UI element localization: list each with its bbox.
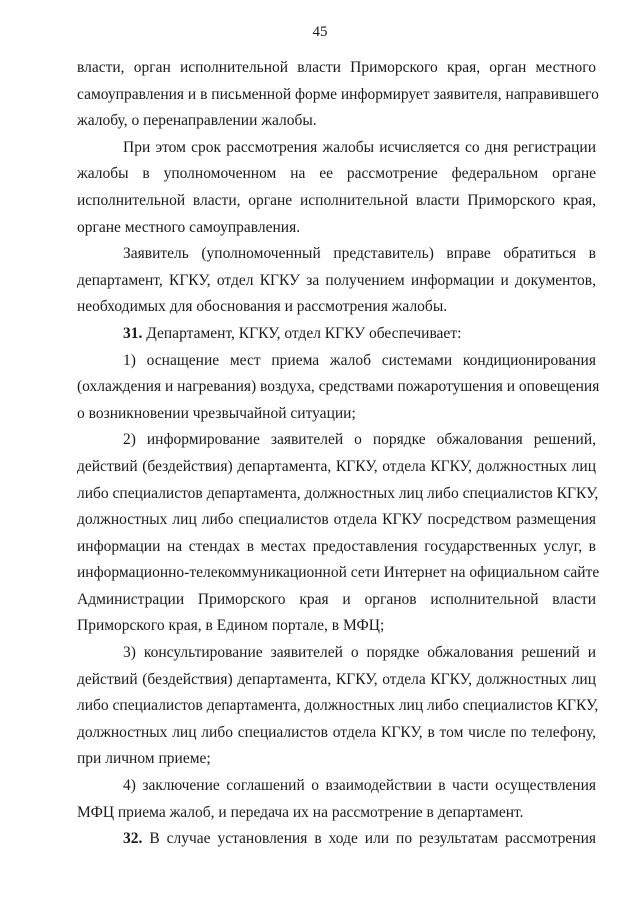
text-line <box>77 82 599 109</box>
text-line <box>77 534 596 561</box>
line-text: при личном приеме; <box>77 750 211 768</box>
text-line <box>77 401 596 428</box>
text-line <box>77 161 596 188</box>
line-text: информационно-телекоммуникационной сети Интернет на официальном сайте <box>77 564 600 582</box>
line-text: В случае установления в ходе или по результатам рассмотрения <box>142 830 596 848</box>
line-text: органе местного самоуправления. <box>77 218 301 236</box>
text-line <box>77 268 596 295</box>
text-line <box>77 773 596 800</box>
line-text: Департамент, КГКУ, отдел КГКУ обеспечивает: <box>142 324 462 342</box>
text-line <box>77 135 596 162</box>
text-line <box>77 374 600 401</box>
text-line <box>77 693 599 720</box>
line-text: либо специалистов департамента, должностных лиц либо специалистов КГКУ, <box>77 697 599 715</box>
line-text: Администрации Приморского края и органов исполнительной власти <box>77 590 596 608</box>
line-text: действий (бездействия) департамента, КГКУ, отдела КГКУ, должностных лиц <box>77 670 596 688</box>
text-line <box>77 241 596 268</box>
line-text: При этом срок рассмотрения жалобы исчисляется со дня регистрации <box>123 138 596 156</box>
text-line <box>77 640 596 667</box>
line-text: (охлаждения и нагревания) воздуха, средствами пожаротушения и оповещения <box>77 378 600 396</box>
line-text: МФЦ приема жалоб, и передача их на рассмотрение в департамент. <box>77 803 524 821</box>
line-text: необходимых для обоснования и рассмотрения жалобы. <box>77 298 448 316</box>
text-line <box>77 720 596 747</box>
text-line <box>77 826 596 853</box>
page-number: 45 <box>312 24 328 40</box>
line-text: должностных лиц либо специалистов отдела КГКУ, в том числе по телефону, <box>77 723 596 741</box>
line-text: жалобу, о перенаправлении жалобы. <box>77 112 317 130</box>
text-line <box>77 667 596 694</box>
line-text: 1) оснащение мест приема жалоб системами кондиционирования <box>123 351 596 369</box>
line-text: департамент, КГКУ, отдел КГКУ за получением информации и документов, <box>77 271 596 289</box>
text-line <box>77 55 596 82</box>
line-text: исполнительной власти, органе исполнительной власти Приморского края, <box>77 191 596 209</box>
line-text: 3) консультирование заявителей о порядке обжалования решений и <box>123 644 596 662</box>
text-line <box>77 481 599 508</box>
line-text: 2) информирование заявителей о порядке обжалования решений, <box>123 431 596 449</box>
line-text: Приморского края, в Едином портале, в МФЦ; <box>77 617 385 635</box>
line-text: жалобы в уполномоченном на ее рассмотрение федеральном органе <box>77 165 596 183</box>
line-text: должностных лиц либо специалистов отдела КГКУ посредством размещения <box>77 511 596 529</box>
text-line <box>77 454 596 481</box>
text-line <box>77 294 596 321</box>
text-line <box>77 560 600 587</box>
text-line <box>77 188 596 215</box>
text-line <box>77 108 596 135</box>
line-text: самоуправления и в письменной форме информирует заявителя, направившего <box>77 85 599 103</box>
clause-number: 31. <box>123 324 143 342</box>
clause-number: 32. <box>123 830 143 848</box>
line-text: информации на стендах в местах предоставления государственных услуг, в <box>77 537 596 555</box>
text-line <box>77 321 596 348</box>
line-text: либо специалистов департамента, должностных лиц либо специалистов КГКУ, <box>77 484 599 502</box>
text-line <box>77 800 596 827</box>
text-line <box>77 507 596 534</box>
text-line <box>77 215 596 242</box>
line-text: о возникновении чрезвычайной ситуации; <box>77 404 356 422</box>
text-line <box>77 746 596 773</box>
text-line <box>77 348 596 375</box>
text-line <box>77 427 596 454</box>
text-line <box>77 613 596 640</box>
document-body <box>77 55 600 853</box>
text-line <box>77 587 596 614</box>
line-text: действий (бездействия) департамента, КГКУ, отдела КГКУ, должностных лиц <box>77 457 596 475</box>
line-text: Заявитель (уполномоченный представитель) вправе обратиться в <box>123 245 596 263</box>
line-text: 4) заключение соглашений о взаимодействии в части осуществления <box>123 777 596 795</box>
line-text: власти, орган исполнительной власти Приморского края, орган местного <box>77 59 596 76</box>
